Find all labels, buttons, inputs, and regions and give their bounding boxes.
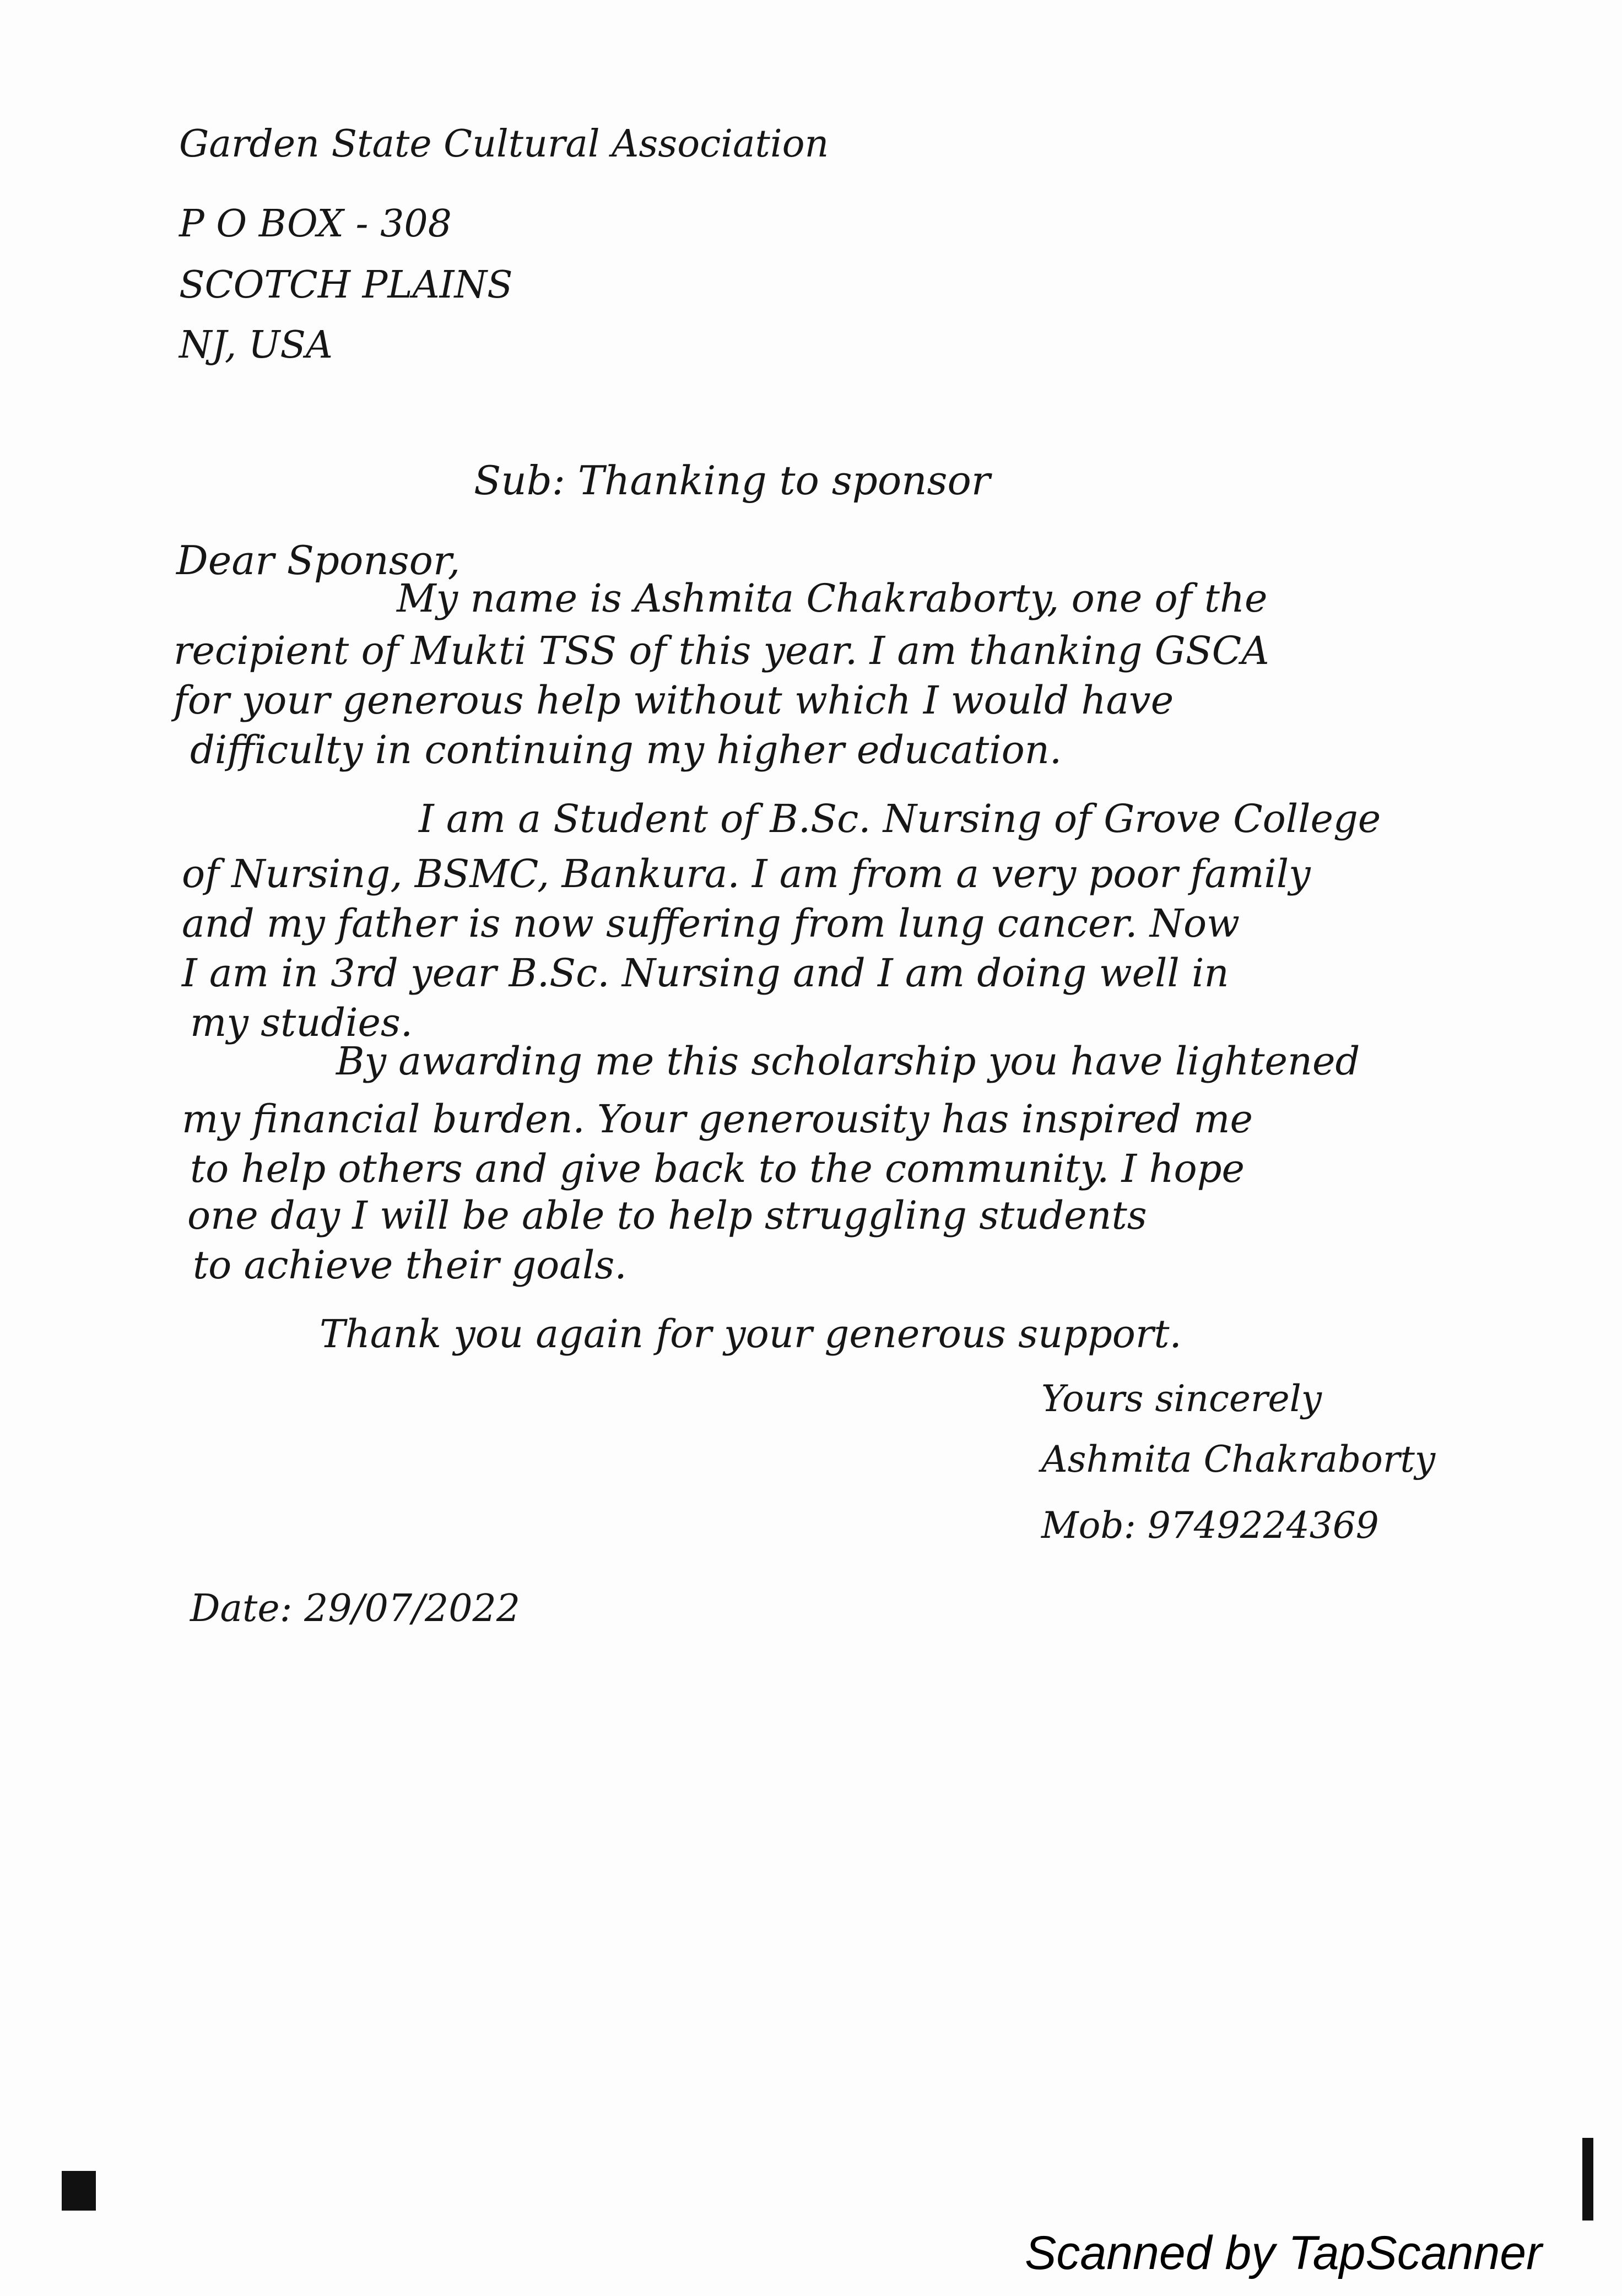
body-line: to achieve their goals.: [193, 1242, 627, 1288]
address-line-city: SCOTCH PLAINS: [179, 263, 513, 307]
closing-phrase: Yours sincerely: [1041, 1377, 1322, 1420]
letter-salutation: Dear Sponsor,: [176, 537, 461, 584]
scan-edge-mark: [1582, 2138, 1593, 2221]
address-line-organization: Garden State Cultural Association: [179, 122, 829, 166]
body-line: difficulty in continuing my higher education.: [190, 727, 1062, 772]
mobile-number: Mob: 9749224369: [1041, 1504, 1379, 1547]
letter-date: Date: 29/07/2022: [190, 1587, 521, 1630]
address-line-po-box: P O BOX - 308: [179, 202, 452, 246]
body-line: of Nursing, BSMC, Bankura. I am from a very poor family: [182, 851, 1311, 896]
scan-edge-mark: [62, 2171, 96, 2211]
signature-name: Ashmita Chakraborty: [1041, 1438, 1436, 1481]
body-line: I am in 3rd year B.Sc. Nursing and I am doing well in: [182, 950, 1229, 996]
body-line: for your generous help without which I would have: [174, 678, 1174, 723]
body-line: and my father is now suffering from lung cancer. Now: [182, 901, 1240, 946]
body-line: I am a Student of B.Sc. Nursing of Grove College: [419, 796, 1381, 841]
body-line: recipient of Mukti TSS of this year. I am thanking GSCA: [174, 628, 1269, 673]
letter-subject: Sub: Thanking to sponsor: [474, 457, 991, 504]
body-line: my studies.: [190, 1000, 413, 1045]
body-line: one day I will be able to help struggling students: [187, 1193, 1147, 1238]
body-line-thanks: Thank you again for your generous support.: [320, 1311, 1182, 1357]
body-line: My name is Ashmita Chakraborty, one of the: [397, 576, 1268, 621]
body-line: to help others and give back to the community. I hope: [190, 1146, 1245, 1191]
body-line: my financial burden. Your generousity has inspired me: [182, 1096, 1253, 1142]
body-line: By awarding me this scholarship you have lightened: [336, 1039, 1360, 1084]
scanner-watermark: Scanned by TapScanner: [1025, 2227, 1542, 2279]
address-line-state-country: NJ, USA: [179, 323, 333, 367]
